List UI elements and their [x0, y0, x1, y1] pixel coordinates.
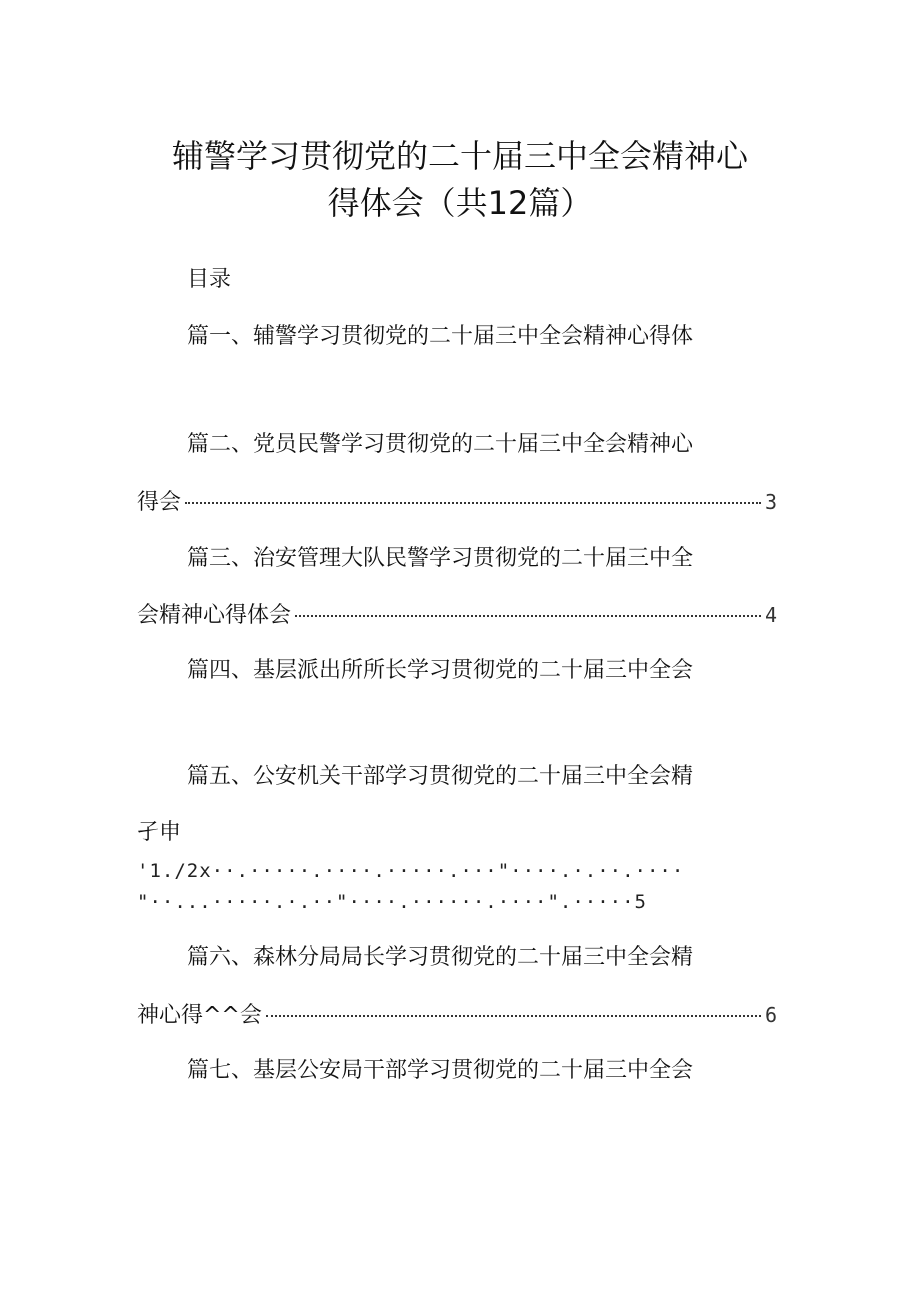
toc-entry-6[interactable]: 篇六、森林分局局长学习贯彻党的二十届三中全会精	[187, 945, 694, 970]
toc-entry-3-continuation[interactable]	[137, 600, 777, 630]
toc-entry-2-page: 3	[764, 490, 777, 514]
toc-entry-6-text: 神心得^^会	[137, 1003, 262, 1028]
dot-leader	[266, 1014, 761, 1017]
dot-leader	[185, 501, 761, 504]
toc-entry-5[interactable]: 篇五、公安机关干部学习贯彻党的二十届三中全会精	[187, 764, 694, 789]
toc-entry-2-continuation[interactable]	[137, 487, 777, 517]
toc-entry-3-page: 4	[764, 603, 777, 627]
dot-leader	[295, 614, 761, 617]
toc-entry-5-continuation: 孑申	[137, 820, 182, 845]
toc-heading: 目录	[187, 267, 232, 292]
toc-entry-7[interactable]: 篇七、基层公安局干部学习贯彻党的二十届三中全会	[187, 1058, 694, 1083]
toc-entry-2[interactable]: 篇二、党员民警学习贯彻党的二十届三中全会精神心	[187, 432, 694, 457]
toc-entry-4[interactable]: 篇四、基层派出所所长学习贯彻党的二十届三中全会	[187, 658, 694, 683]
document-title-line-1: 辅警学习贯彻党的二十届三中全会精神心	[171, 137, 748, 175]
document-title-line-2: 得体会（共12篇）	[327, 184, 593, 222]
toc-entry-3-text: 会精神心得体会	[137, 603, 292, 628]
toc-entry-1[interactable]: 篇一、辅警学习贯彻党的二十届三中全会精神心得体	[187, 324, 694, 349]
toc-entry-5-garbled-leader-2: "··...·····.·.··"····.······.····".·····5	[137, 891, 647, 913]
toc-entry-5-garbled-leader-1: '1./2x··.·····.····.·····.···"····.·.··.····	[137, 860, 685, 882]
toc-entry-6-continuation[interactable]	[137, 1000, 777, 1030]
toc-entry-6-page: 6	[764, 1003, 777, 1027]
toc-entry-3[interactable]: 篇三、治安管理大队民警学习贯彻党的二十届三中全	[187, 546, 694, 571]
toc-entry-2-text: 得会	[137, 490, 182, 515]
